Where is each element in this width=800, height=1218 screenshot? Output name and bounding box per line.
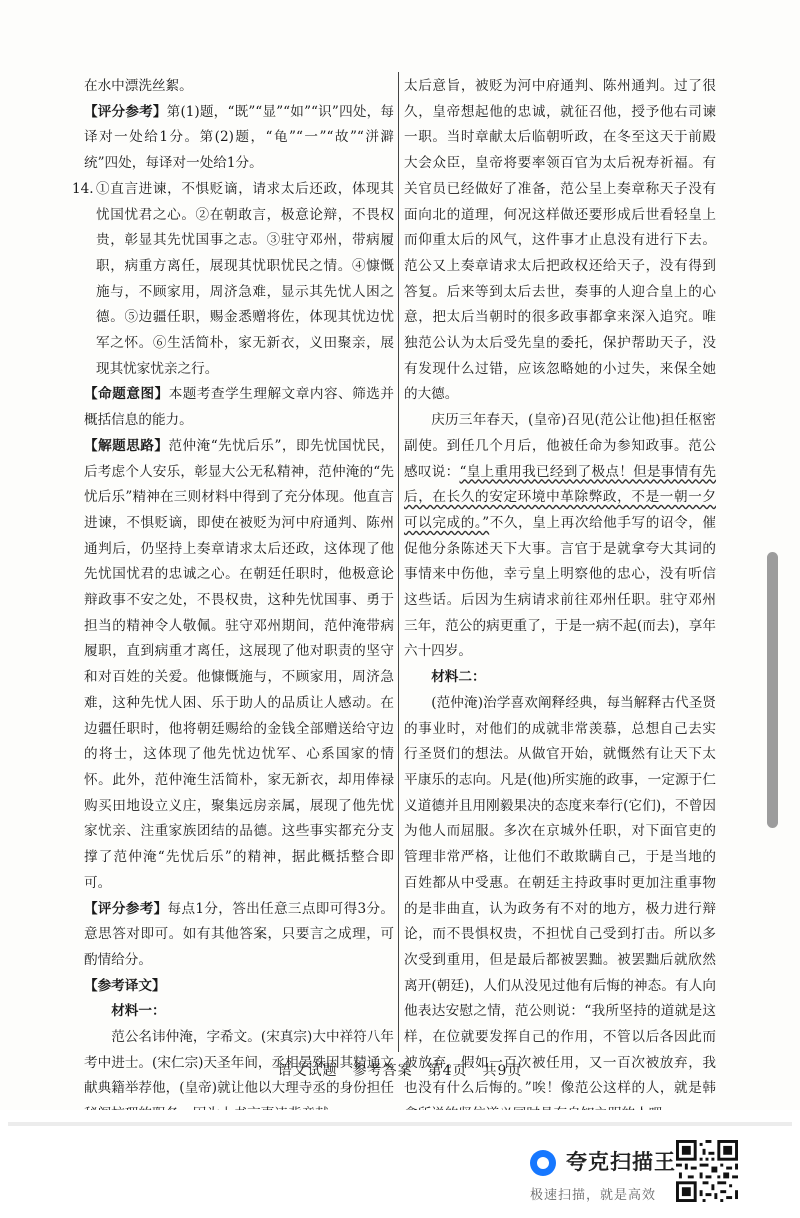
scoring-text: 第(1)题，“既”“显”“如”“识”四处，每译对一处给1分。第(2)题，“龟”“一”“故”“洴澼统”四处，每译对一处给1分。	[84, 103, 394, 172]
idea-tag: 【解题思路】	[84, 437, 169, 454]
question-number: 14.	[72, 180, 94, 197]
intent-text: 本题考查学生理解文章内容、筛选并概括信息的能力。	[84, 386, 394, 429]
scrollbar-thumb[interactable]	[767, 552, 778, 828]
scoring-text-2: 每点1分，答出任意三点即可得3分。意思答对即可。如有其他答案，只要言之成理，可酌情给分。	[84, 900, 395, 968]
question-14-answer: ①直言进谏，不惧贬谪，请求太后还政，体现其忧国忧君之心。②在朝敢言，极意论辩，不畏权贵，彰显其先忧国事之志。③驻守邓州，带病履职，病重方离任，展现其忧职忧民之情。④慷慨施与，不顾家用，周济急难，显示其先忧人困之德。⑤边疆任职，赐金悉赠将佐，体现其忧边忧军之怀。⑥生活简朴，家无新衣，义田聚亲，展现其忧家忧亲之行。	[96, 180, 394, 377]
material-2-title: 材料二：	[431, 669, 486, 686]
page-footer: 语文试题 参考答案 第4页 共9页	[277, 1063, 523, 1079]
scoring-tag-2: 【评分参考】	[84, 900, 168, 917]
logo-center	[537, 1157, 549, 1169]
material-2-text: (范仲淹)治学喜欢阐释经典，每当解释古代圣贤的事业时，对他们的成就非常羡慕，总想自己去实行圣贤们的想法。从做官开始，就慨然有让天下太平康乐的志向。凡是(他)所实施的政事，一定源于仁义道德并且用刚毅果决的态度来奉行(它们)，不曾因为他人而屈服。多次在京城外任职，对下面官吏的管理非常严格，让他们不敢欺瞒自己，于是当地的百姓都从中受惠。在朝廷主持政事时更加注重事物的是非曲直，认为政务有不对的地方，极力进行辩论，而不畏惧权贵，不担忧自己受到打击。所以多次受到重用，但是最后都被罢黜。被罢黜后就欣然离开(朝廷)，人们从没见过他有后悔的神态。有人向他表达安慰之情，范公则说：“我所坚持的道就是这样，在位就要发挥自己的作用，不管以后各因此而被放弃。假如一百次被任用，又一百次被放弃，我也没有什么后悔的。”唉！像范公这样的人，就是韩	[404, 694, 716, 1097]
left-column	[72, 74, 395, 1128]
question-14	[72, 177, 394, 383]
translation-tail: 在水中漂洗丝絮。	[84, 78, 193, 94]
qr-code-icon	[676, 1140, 738, 1202]
material-1-title: 材料一：	[111, 1003, 166, 1020]
divider	[8, 1122, 792, 1126]
material-1-continued: 太后意旨，被贬为河中府通判、陈州通判。过了很久，皇帝想起他的忠诚，就征召他，授予他右司谏一职。当时章献太后临朝听政，在冬至这天于前殿大会众臣，皇帝将要率领百官为太后祝寿祈福。有关官员已经做好了准备，范公呈上奏章称天子没有面向北的道理，何况这样做还要形成后世看轻皇上而仰重太后的风气，这件事才止息没有进行下去。范公又上奏章请求太后把政权还给天子，没有得到答复。后来等到太后去世，奏事的人迎合皇上的心意，把太后当朝时的很多政事都拿来深入追究。唯独范公认为太后受先皇的委托，保护帮助天子，没有发现什么过错，应该忽略她的小过失，来保全她的大德。	[404, 78, 716, 403]
underlined-quote: “皇上重用我已经到了极点！但是事情有先后，在长久的安定环境中革除弊政，不是一朝一夕可以完成的。”	[404, 463, 717, 531]
reference-translation-heading: 【参考译文】	[84, 977, 166, 994]
intent-tag: 【命题意图】	[84, 386, 169, 403]
material-1-paragraph-2: 庆历三年春天，(皇帝)召见(范公让他)担任枢密副使。到任几个月后，他被任命为参知政事。范公感叹说：“皇上重用我已经到了极点！但是事情有先后，在长久的安定环境中革除弊政，不是一朝一夕可以完成的。”不久，皇上再次给他手写的诏令，催促他分条陈述天下大事。言官于是就拿夸大其词的事情来中伤他，幸亏皇上明察他的忠心，没有听信这些话。后因为生病请求前往邓州任职。驻守邓州三年，范公的病更重了，于是一病不起(而去)，享年六十四岁。	[404, 412, 717, 660]
scanner-brand: 夸克扫描王	[566, 1150, 676, 1174]
idea-text: 范仲淹“先忧后乐”，即先忧国忧民，后考虑个人安乐，彰显大公无私精神，范仲淹的“先忧后乐”精神在三则材料中得到了充分体现。他直言进谏，不惧贬谪，即使在被贬为河中府通判、陈州通判后，仍坚持上奏章请求太后还政，这体现了他先忧国忧君的忠诚之心。在朝廷任职时，他极意论辩政事不安之处，不畏权贵，这种先忧国事、勇于担当的精神令人敬佩。驻守邓州期间，范仲淹带病履职，直到病重才离任，这展现了他对职责的坚守和对百姓的关爱。他慷慨施与，不顾家用，周济急难，这种先忧人困、乐于助人的品质让人感动。在边疆任职时，他将朝廷赐给的金钱全部赠送给守边的将士，这体现了他先忧边忧军、心系国家的情怀。此外，范仲淹生活简朴，家无新衣，却用俸禄购买田地设立义庄，聚集远房亲属，展现了他先忧家忧亲、注重家族团结的品德。这些事实都充分支撑了范仲淹“先忧后乐”的精神，据此概括整合即可。	[84, 437, 395, 891]
scanner-slogan: 极速扫描，就是高效	[530, 1188, 657, 1203]
right-column	[404, 74, 716, 1128]
scoring-tag: 【评分参考】	[84, 103, 167, 120]
material-1-text: 范公名讳仲淹，字希文。(宋真宗)大中祥符八年考中进士。(宋仁宗)天圣年间，丞相晏殊因其精通文献典籍举荐他，(皇帝)就让他以大理寺丞的身份担任	[84, 1029, 394, 1097]
column-divider	[398, 72, 399, 1052]
